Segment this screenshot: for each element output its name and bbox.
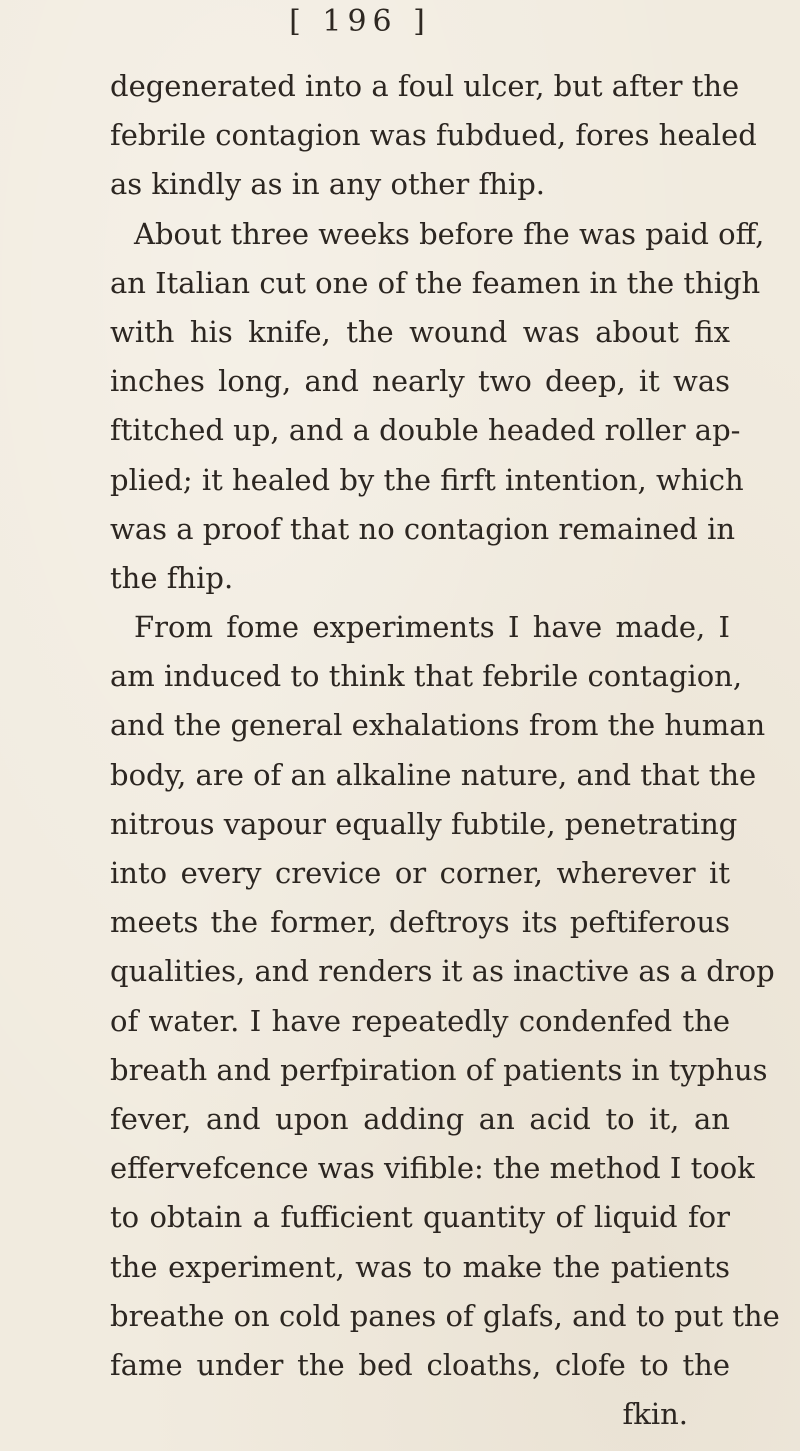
text-line: inches long, and nearly two deep, it was <box>110 364 730 399</box>
text-line: the fhip. <box>110 560 234 595</box>
text-line: febrile contagion was fubdued, fores healed <box>110 118 757 153</box>
text-line: About three weeks before fhe was paid off, <box>134 216 765 251</box>
text-line: the experiment, was to make the patients <box>110 1249 730 1284</box>
catchword: fkin. <box>622 1397 688 1432</box>
text-line: meets the former, deftroys its peftiferous <box>110 905 730 940</box>
text-line: breathe on cold panes of glafs, and to put the <box>110 1298 780 1333</box>
text-line: fame under the bed cloaths, clofe to the <box>110 1347 730 1382</box>
text-line: as kindly as in any other fhip. <box>110 167 545 202</box>
text-line: degenerated into a foul ulcer, but after the <box>110 69 740 103</box>
text-line: qualities, and renders it as inactive as a drop <box>110 954 775 989</box>
text-line: into every crevice or corner, wherever it <box>110 856 730 890</box>
text-line: of water. I have repeatedly condenfed the <box>110 1003 730 1038</box>
text-line: nitrous vapour equally fubtile, penetrating <box>110 806 738 841</box>
text-line: fever, and upon adding an acid to it, an <box>110 1101 730 1136</box>
text-line: to obtain a fufficient quantity of liquid for <box>110 1200 730 1235</box>
text-line: with his knife, the wound was about fix <box>110 314 730 349</box>
text-line: an Italian cut one of the feamen in the thigh <box>110 265 761 300</box>
text-line: ftitched up, and a double headed roller ap- <box>110 413 741 448</box>
text-line: breath and perfpiration of patients in typhus <box>110 1052 768 1087</box>
text-line: body, are of an alkaline nature, and that the <box>110 757 757 792</box>
text-line: was a proof that no contagion remained in <box>110 511 736 546</box>
body-text <box>110 62 780 1439</box>
text-line: effervefcence was vifible: the method I took <box>110 1151 755 1186</box>
text-line: and the general exhalations from the human <box>110 708 766 743</box>
page-number: [ 196 ] <box>289 4 431 39</box>
text-line: am induced to think that febrile contagion, <box>110 659 743 694</box>
text-line: plied; it healed by the firft intention, which <box>110 462 744 497</box>
text-line: From fome experiments I have made, I <box>134 610 730 645</box>
